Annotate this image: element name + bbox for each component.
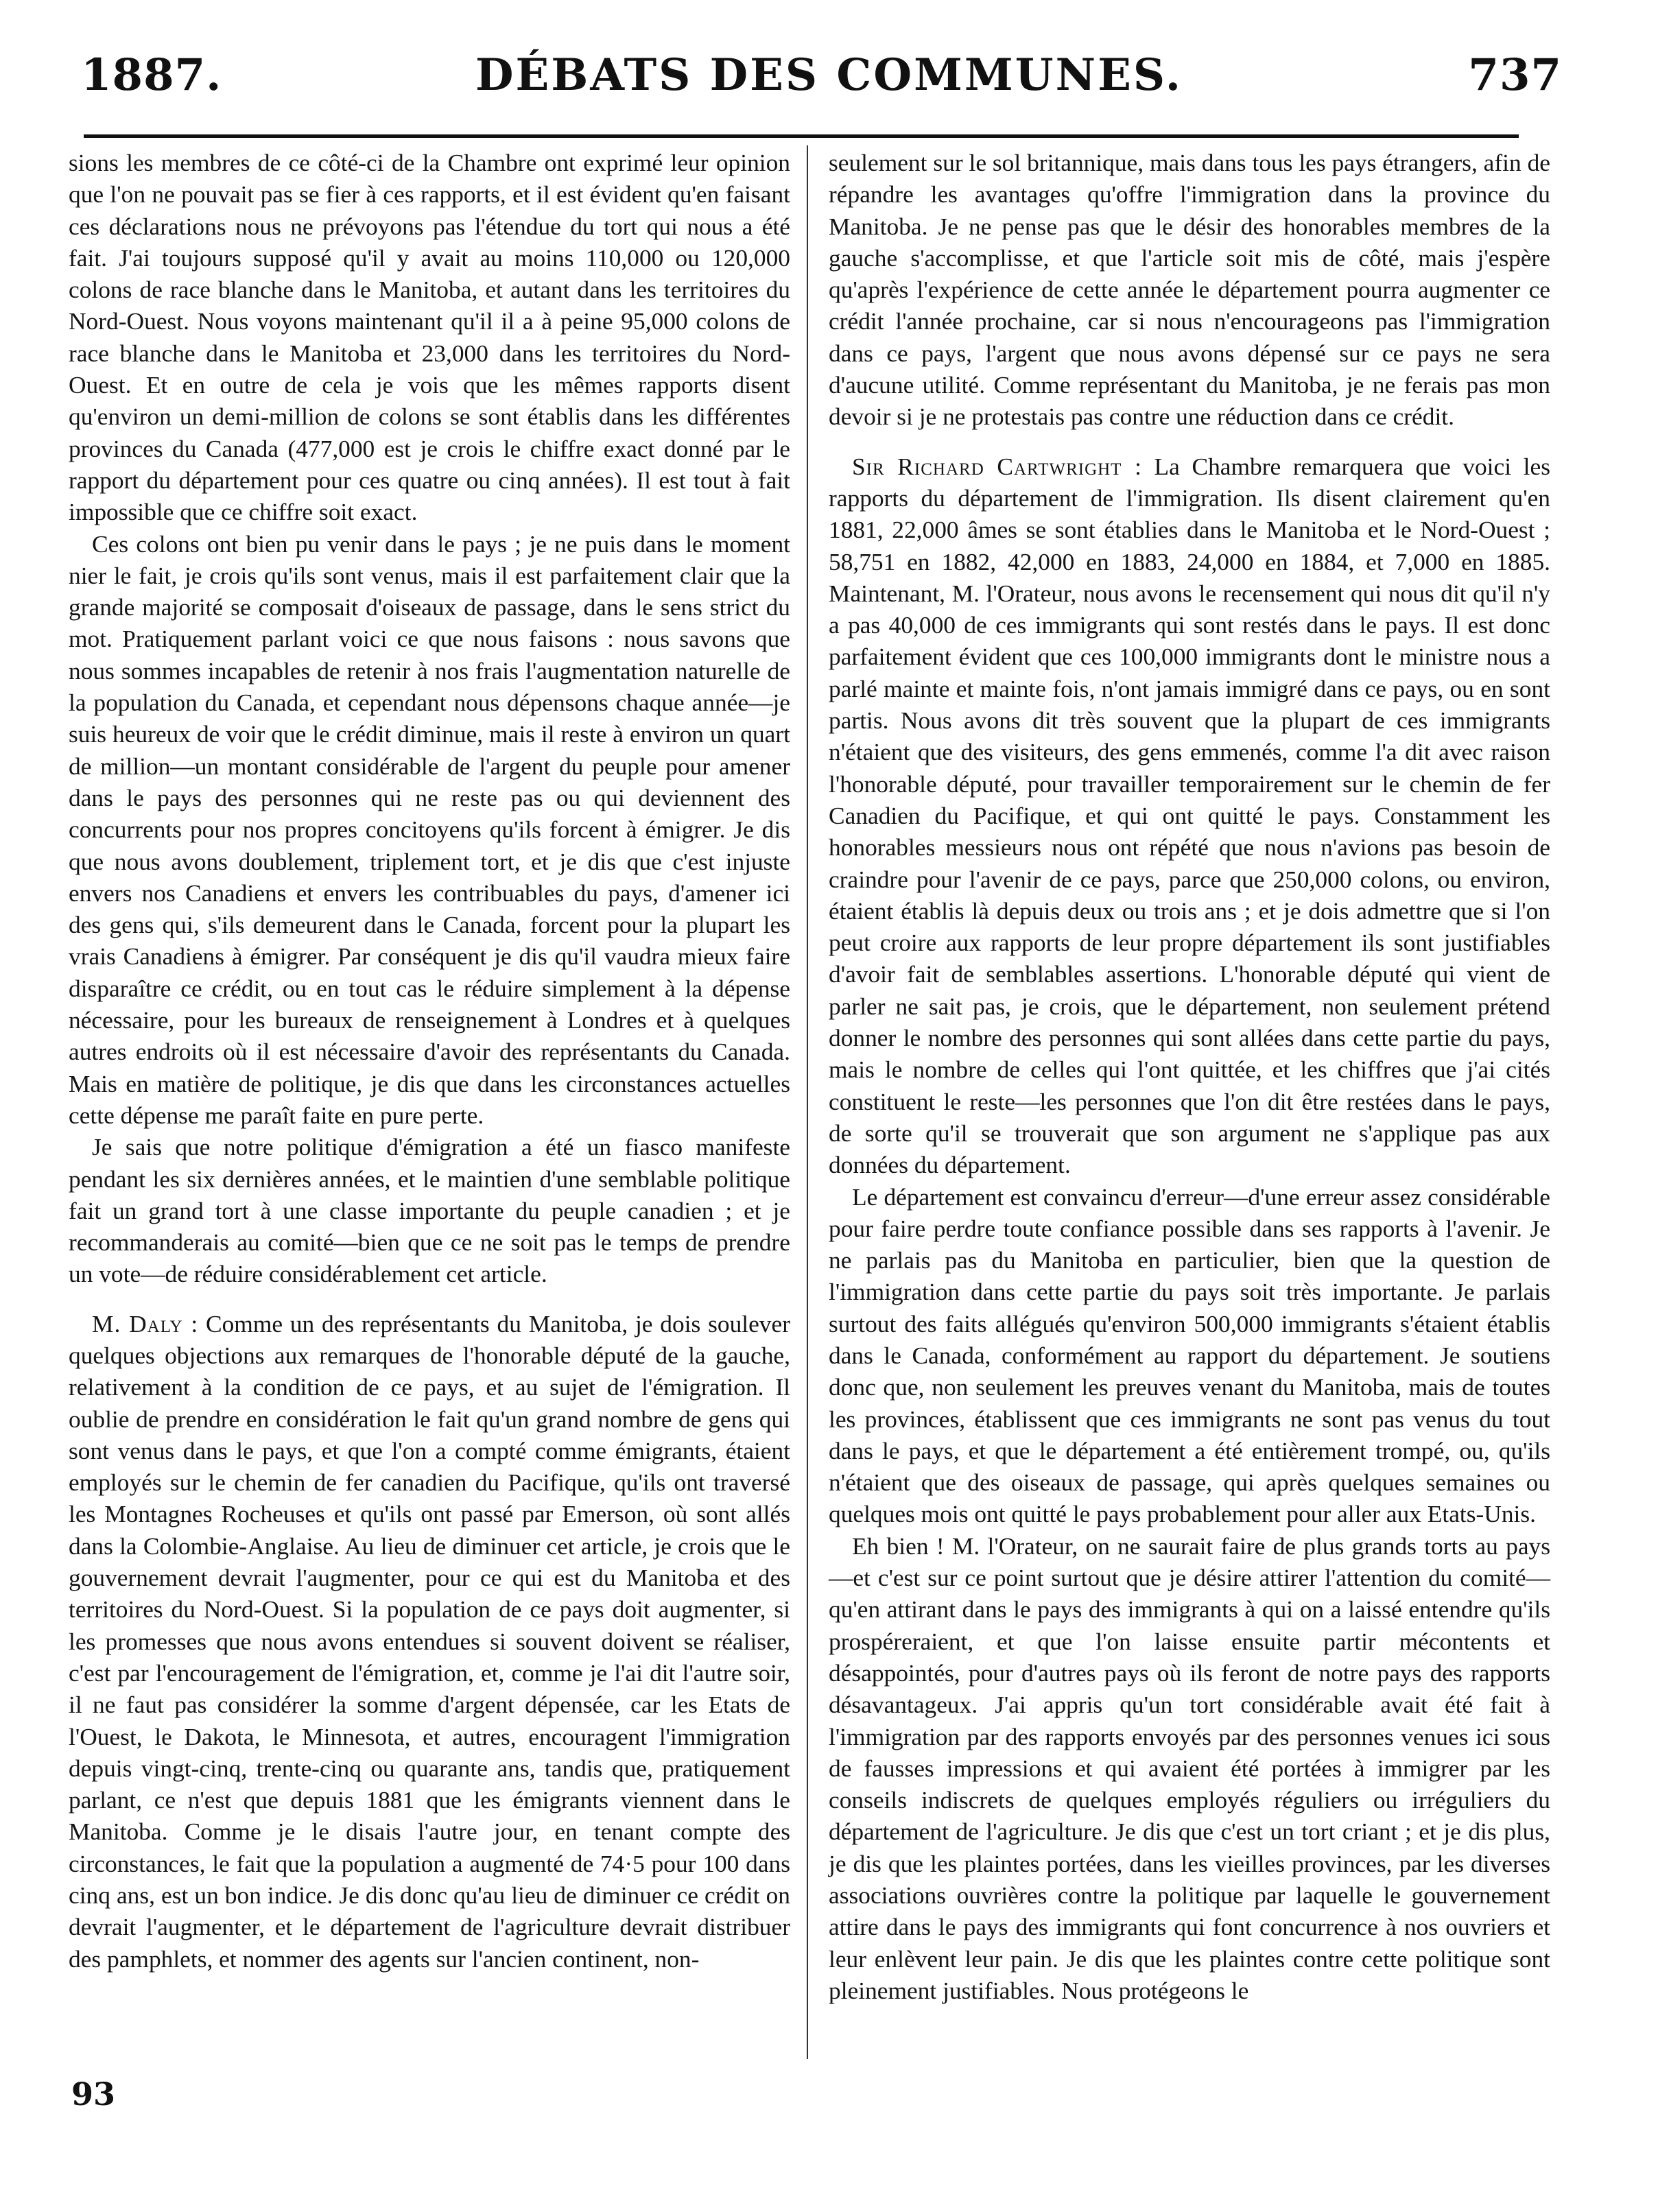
page-year: 1887. bbox=[81, 49, 222, 101]
page-title: DÉBATS DES COMMUNES. bbox=[475, 49, 1183, 101]
column-divider bbox=[807, 145, 808, 2059]
speaker-name: M. Daly : bbox=[92, 1309, 199, 1337]
paragraph: Je sais que notre politique d'émigration a été un fiasco manifeste pendant les six dernières années, et le maintien d'une semblable politique fait un grand tort à une classe importante du peuple canadien ; et je recommanderais au comité—bien que ce ne soit pas le temps de prendre un vote—de réduire considérablement cet article. bbox=[69, 1133, 790, 1288]
right-column bbox=[829, 147, 1550, 2006]
speech-paragraph bbox=[69, 1308, 790, 1975]
header-rule bbox=[84, 134, 1519, 138]
left-column bbox=[69, 147, 790, 1975]
speech-text: La Chambre remarquera que voici les rapports du département de l'immigration. Ils disent clairement qu'en 1881, 22,000 âmes se sont établies dans le Manitoba et le Nord-Ouest ; 58,751 en 1882, 42,000 en 1883, 24,000 en 1884, et 7,000 en 1885. Maintenant, M. l'Orateur, nous avons le recensement qui nous dit qu'il n'y a pas 40,000 de ces immigrants qui sont restés dans le pays. Il est donc parfaitement évident que ces 100,000 immigrants dont le ministre nous a parlé mainte et mainte fois, n'ont jamais immigré dans ce pays, ou en sont partis. Nous avons dit très souvent que la plupart de ces immigrants n'étaient que des visiteurs, des gens emmenés, comme l'a dit avec raison l'honorable député, pour travailler temporairement sur le chemin de fer Canadien du Pacifique, et qui ont quitté le pays. Constamment les honorables messieurs nous ont répété que nous n'avions pas besoin de craindre pour l'avenir de ce pays, parce que 250,000 colons, ou environ, étaient établis là depuis deux ou trois ans ; et je dois admettre que si l'on peut croire aux rapports de leur propre département ils sont justifiables d'avoir fait de semblables assertions. L'honorable député qui vient de parler ne sait pas, je crois, que le département, non seulement prétend donner le nombre des personnes qui sont allées dans cette partie du pays, mais le nombre de celles qui l'ont quittée, et les chiffres que j'ai cités constituent le reste—les personnes que l'on dit être restées dans le pays, de sorte qu'il se trouverait que son argument ne s'applique pas aux données du département. bbox=[829, 452, 1550, 1179]
page-number: 737 bbox=[1468, 49, 1562, 101]
paragraph: Le département est convaincu d'erreur—d'une erreur assez considérable pour faire perdre toute confiance possible dans ses rapports à l'avenir. Je ne parlais pas du Manitoba en particulier, bien que la question de l'immigration dans cette partie du pays soit très importante. Je parlais surtout des faits allégués qu'environ 500,000 immigrants s'étaient établis dans le Canada, conformément au rapport du département. Je soutiens donc que, non seulement les preuves venant du Manitoba, mais de toutes les provinces, établissent que ces immigrants ne sont pas venus du tout dans le pays, et que le département a été entièrement trompé, ou, qu'ils n'étaient que des oiseaux de passage, qui après quelques semaines ou quelques mois ont quitté le pays probablement pour aller aux Etats-Unis. bbox=[829, 1182, 1550, 1528]
paragraph: Ces colons ont bien pu venir dans le pays ; je ne puis dans le moment nier le fait, je crois qu'ils sont venus, mais il est parfaitement clair que la grande majorité se composait d'oiseaux de passage, dans le sens strict du mot. Pratiquement parlant voici ce que nous faisons : nous savons que nous sommes incapables de retenir à nos frais l'augmentation naturelle de la population du Canada, et cependant nous dépensons chaque année—je suis heureux de voir que le crédit diminue, mais il reste à environ un quart de million—un montant considérable de l'argent du peuple pour amener dans le pays des personnes qui ne reste pas ou qui deviennent des concurrents pour nos propres concitoyens qu'ils forcent à émigrer. Je dis que nous avons doublement, triplement tort, et je dis que c'est injuste envers nos Canadiens et envers les contribuables du pays, d'amener ici des gens qui, s'ils demeurent dans le Canada, forcent pour la plupart les vrais Canadiens à émigrer. Par conséquent je dis qu'il vaudra mieux faire disparaître ce crédit, ou en tout cas le réduire simplement à la dépense nécessaire, pour les bureaux de renseignement à Londres et à quelques autres endroits où il est nécessaire d'avoir des représentants du Canada. Mais en matière de politique, je dis que dans les circonstances actuelles cette dépense me paraît faite en pure perte. bbox=[69, 530, 790, 1129]
paragraph: seulement sur le sol britannique, mais dans tous les pays étrangers, afin de répandre les avantages qu'offre l'immigration dans la province du Manitoba. Je ne pense pas que le désir des honorables membres de la gauche s'accomplisse, et que l'article soit mis de côté, mais j'espère qu'après l'expérience de cette année le département pourra augmenter ce crédit l'année prochaine, car si nous n'encourageons pas l'immigration dans ce pays, l'argent que nous avons dépensé sur ce pays ne sera d'aucune utilité. Comme représentant du Manitoba, je ne ferais pas mon devoir si je ne protestais pas contre une réduction dans ce crédit. bbox=[829, 149, 1550, 431]
paragraph: sions les membres de ce côté-ci de la Chambre ont exprimé leur opinion que l'on ne pouvait pas se fier à ces rapports, et il est évident qu'en faisant ces déclarations nous ne prévoyons pas l'étendue du tort qui nous a été fait. J'ai toujours supposé qu'il y avait au moins 110,000 ou 120,000 colons de race blanche dans le Manitoba, et autant dans les territoires du Nord-Ouest. Nous voyons maintenant qu'il il a à peine 95,000 colons de race blanche dans le Manitoba et 23,000 dans les territoires du Nord-Ouest. Et en outre de cela je vois que les mêmes rapports disent qu'environ un demi-million de colons se sont établis dans les différentes provinces du Canada (477,000 est je crois le chiffre exact donné par le rapport du département pour ces quatre ou cinq années). Il est tout à fait impossible que ce chiffre soit exact. bbox=[69, 149, 790, 526]
speech-text: Comme un des représentants du Manitoba, je dois soulever quelques objections aux remarques de l'honorable député de la gauche, relativement à la condition de ce pays, et au sujet de l'émigration. Il oublie de prendre en considération le fait qu'un grand nombre de gens qui sont venus dans le pays, et que l'on a compté comme émigrants, étaient employés sur le chemin de fer canadien du Pacifique, qu'ils ont traversé les Montagnes Rocheuses et qu'ils ont passé par Emerson, où sont allés dans la Colombie-Anglaise. Au lieu de diminuer cet article, je crois que le gouvernement devrait l'augmenter, pour ce qui est du Manitoba et des territoires du Nord-Ouest. Si la population de ce pays doit augmenter, si les promesses que nous avons entendues si souvent doivent se réaliser, c'est par l'encouragement de l'émigration, et, comme je l'ai dit l'autre soir, il ne faut pas considérer la somme d'argent dépensée, car les Etats de l'Ouest, le Dakota, le Minnesota, et autres, encouragent l'immigration depuis vingt-cinq, trente-cinq ou quarante ans, tandis que, pratiquement parlant, ce n'est que depuis 1881 que les émigrants viennent dans le Manitoba. Comme je le disais l'autre jour, en tenant compte des circonstances, le fait que la population a augmenté de 74·5 pour 100 dans cinq ans, est un bon indice. Je dis donc qu'au lieu de diminuer ce crédit on devrait l'augmenter, et le département de l'agriculture devrait distribuer des pamphlets, et nommer des agents sur l'ancien continent, non- bbox=[69, 1309, 790, 1973]
paragraph: Eh bien ! M. l'Orateur, on ne saurait faire de plus grands torts au pays—et c'est sur ce point surtout que je désire attirer l'attention du comité—qu'en attirant dans le pays des immigrants à qui on a laissé entendre qu'ils prospéreraient, et que l'on laisse ensuite partir mécontents et désappointés, pour d'autres pays où ils feront de notre pays des rapports désavantageux. J'ai appris qu'un tort considérable avait été fait à l'immigration par des rapports envoyés par des personnes venues ici sous de fausses impressions et qui avaient été portées à immigrer par les conseils indiscrets de quelques employés réguliers ou irréguliers du département de l'agriculture. Je dis que c'est un tort criant ; et je dis plus, je dis que les plaintes portées, dans les vieilles provinces, par les diverses associations ouvrières contre la politique par laquelle le gouvernement attire dans le pays des immigrants qui font concurrence à nos ouvriers et leur enlèvent leur pain. Je dis que les plaintes contre cette politique sont pleinement justifiables. Nous protégeons le bbox=[829, 1532, 1550, 2004]
signature-mark: 93 bbox=[71, 2076, 116, 2113]
speaker-name: Sir Richard Cartwright : bbox=[852, 452, 1142, 480]
speech-paragraph bbox=[829, 451, 1550, 1181]
